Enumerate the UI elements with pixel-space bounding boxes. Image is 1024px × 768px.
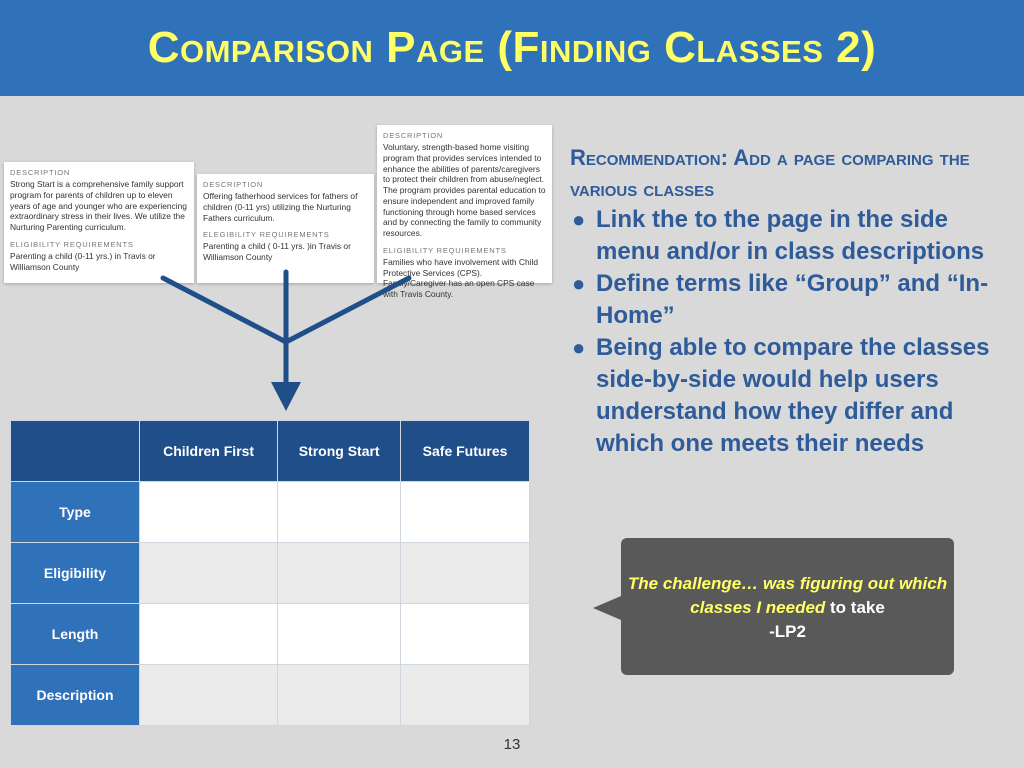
bullet-dot-icon: ● [572,207,586,232]
card-eligibility-label: ELEGIBILITY REQUIREMENTS [203,230,330,240]
column-header-strong-start: Strong Start [278,421,401,482]
arrow-line-left [163,278,286,342]
table-cell [278,665,401,726]
card-description-label: DESCRIPTION [383,131,444,140]
table-cell [401,482,530,543]
table-row [11,482,530,543]
table-cell [278,543,401,604]
list-item-text: Being able to compare the classes side-by-side would help users understand how they differ and which one meets their needs [596,334,990,457]
recommendation-list [570,204,1018,460]
row-header-type: Type [11,482,140,543]
list-item-text: Define terms like “Group” and “In-Home” [596,270,989,329]
table-cell [278,482,401,543]
table-cell [140,482,278,543]
comparison-table [10,420,530,726]
arrow-head-down [271,382,301,411]
card-eligibility-text: Parenting a child ( 0-11 yrs. )in Travis or Williamson County [203,241,351,262]
table-row [11,543,530,604]
list-item [570,332,1018,460]
callout-tail [593,596,621,620]
table-row [11,604,530,665]
quote-rest: to take [825,598,885,617]
bullet-dot-icon: ● [572,335,586,360]
list-item [570,204,1018,268]
table-cell [401,543,530,604]
column-header-safe-futures: Safe Futures [401,421,530,482]
table-corner-cell [11,421,140,482]
table-cell [401,665,530,726]
quote-callout [621,538,954,675]
card-description-label: DESCRIPTION [203,180,264,189]
quote-highlight: The challenge… was figuring out which classes I needed [627,574,948,617]
arrow-line-right [286,278,409,342]
bullet-dot-icon: ● [572,271,586,296]
list-item-text: Link the to the page in the side menu and/or in class descriptions [596,206,985,265]
card-eligibility-label: ELIGIBILITY REQUIREMENTS [10,239,134,249]
table-cell [140,665,278,726]
recommendation-panel [570,142,1018,460]
card-description-text: Offering fatherhood services for fathers of children (0-11 yrs) utilizing the Nurturing Fathers curriculum. [203,191,358,223]
row-header-description: Description [11,665,140,726]
table-row [11,665,530,726]
quote-attribution: -LP2 [769,622,806,641]
card-description-text: Voluntary, strength-based home visiting program that provides services intended to enhance the abilities of parents/caregivers to protect their children from abuse/neglect. The program provides parental education to ensure independent and improved family functioning through home based services and by connecting the family to community resources. [383,142,546,238]
table-cell [278,604,401,665]
slide-title: Comparison Page (Finding Classes 2) [147,23,877,72]
list-item [570,268,1018,332]
row-header-eligibility: Eligibility [11,543,140,604]
table-cell [140,543,278,604]
card-description-text: Strong Start is a comprehensive family support program for parents of children up to eleven years of age and younger who are experiencing extraordinary stress in their lives. We utilize the Nurturing Parenting curriculum. [10,179,187,232]
card-eligibility-label: ELIGIBILITY REQUIREMENTS [383,245,507,255]
table-cell [140,604,278,665]
card-eligibility-text: Parenting a child (0-11 yrs.) in Travis or Williamson County [10,250,156,272]
card-description-label: DESCRIPTION [10,168,71,177]
table-cell [401,604,530,665]
card-eligibility-text: Families who have involvement with Child Protective Services (CPS). Family/Caregiver has an open CPS case with Travis County. [383,256,539,299]
recommendation-heading: Recommendation: Add a page comparing the various classes [570,145,970,201]
column-header-children-first: Children First [140,421,278,482]
row-header-length: Length [11,604,140,665]
page-number: 13 [503,736,521,753]
